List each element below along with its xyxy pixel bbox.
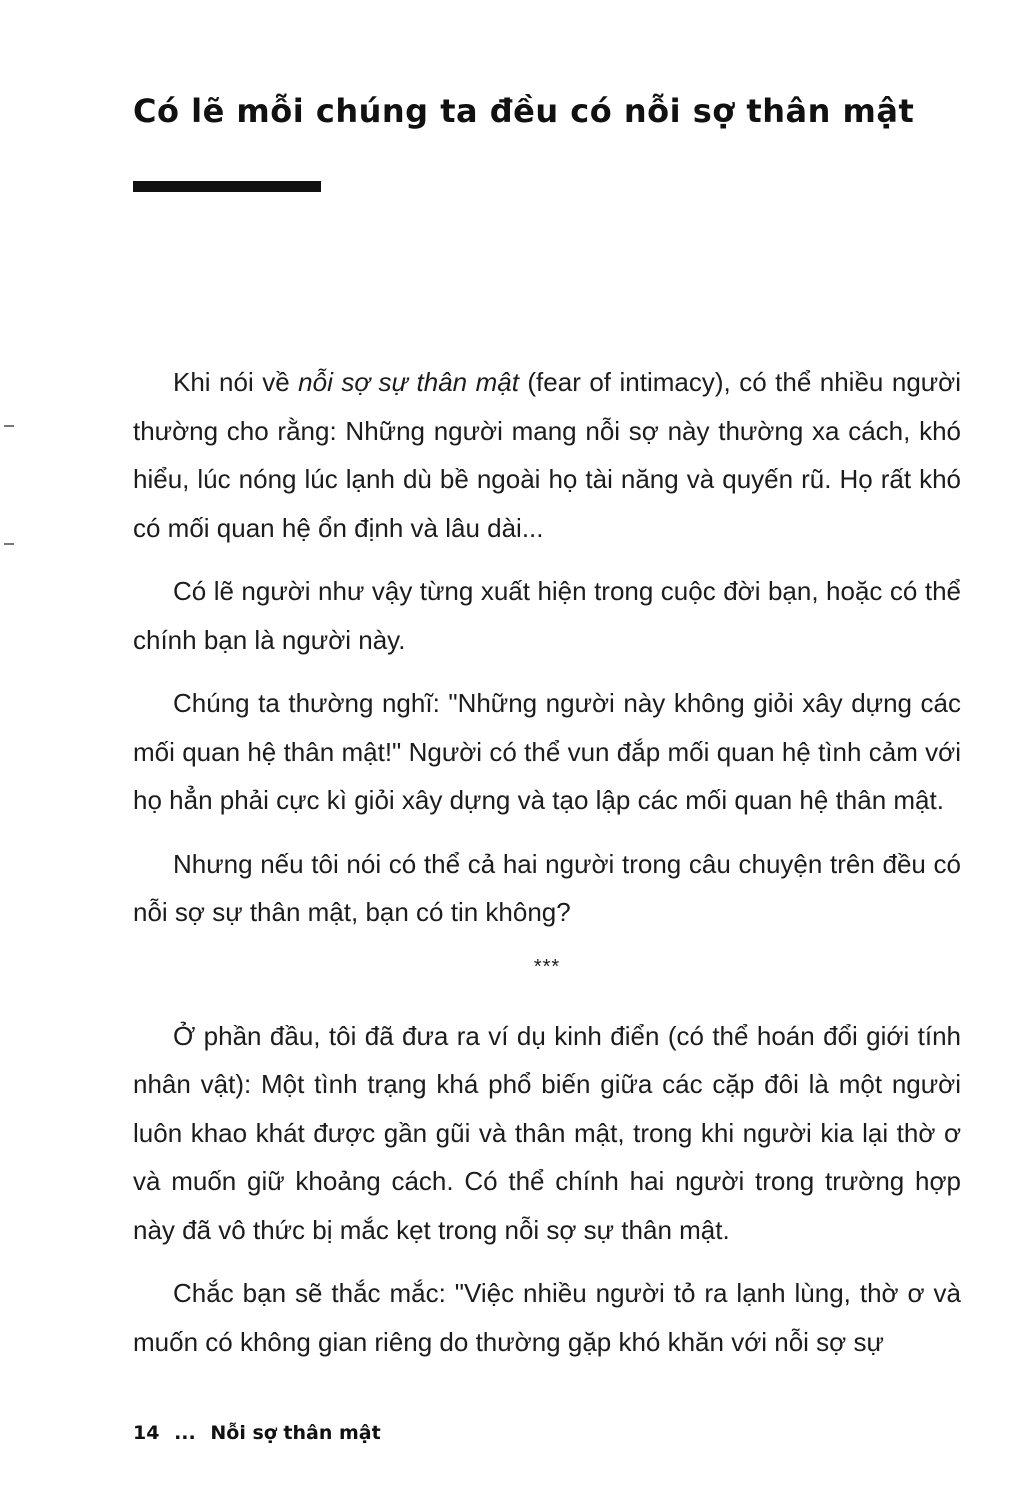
title-underline-bar xyxy=(133,181,321,192)
italic-term: nỗi sợ sự thân mật xyxy=(298,367,519,397)
paragraph: Chắc bạn sẽ thắc mắc: "Việc nhiều người tỏ ra lạnh lùng, thờ ơ và muốn có không gian riêng do thường gặp khó khăn với nỗi sợ sự xyxy=(133,1278,961,1357)
page-number: 14 xyxy=(133,1422,160,1444)
footer-separator: ... xyxy=(174,1422,196,1444)
margin-mark xyxy=(4,543,14,545)
section-separator: *** xyxy=(533,955,561,978)
paragraph: Ở phần đầu, tôi đã đưa ra ví dụ kinh điển (có thể hoán đổi giới tính nhân vật): Một tình trạng khá phổ biến giữa các cặp đôi là một người luôn khao khát được gần gũi và thân mật, trong khi người kia lại thờ ơ và muốn giữ khoảng cách. Có thể chính hai người trong trường hợp này đã vô thức bị mắc kẹt trong nỗi sợ sự thân mật. xyxy=(133,1020,961,1245)
chapter-title: Có lẽ mỗi chúng ta đều có nỗi sợ thân mật xyxy=(133,92,915,130)
body-text xyxy=(133,358,961,1366)
paragraph: Nhưng nếu tôi nói có thể cả hai người trong câu chuyện trên đều có nỗi sợ sự thân mật, bạn có tin không? xyxy=(133,848,961,927)
footer-book-title: Nỗi sợ thân mật xyxy=(210,1422,381,1444)
margin-mark xyxy=(4,425,14,427)
paragraph: Chúng ta thường nghĩ: "Những người này không giỏi xây dựng các mối quan hệ thân mật!" Người có thể vun đắp mối quan hệ tình cảm với họ hẳn phải cực kì giỏi xây dựng và tạo lập các mối quan hệ thân mật. xyxy=(133,688,961,815)
page-footer xyxy=(133,1422,389,1444)
paragraph: Có lẽ người như vậy từng xuất hiện trong cuộc đời bạn, hoặc có thể chính bạn là người này. xyxy=(133,576,961,655)
paragraph: Khi nói về nỗi sợ sự thân mật (fear of intimacy), có thể nhiều người thường cho rằng: Những người mang nỗi sợ này thường xa cách, khó hiểu, lúc nóng lúc lạnh dù bề ngoài họ tài năng và quyến rũ. Họ rất khó có mối quan hệ ổn định và lâu dài... xyxy=(133,367,962,543)
